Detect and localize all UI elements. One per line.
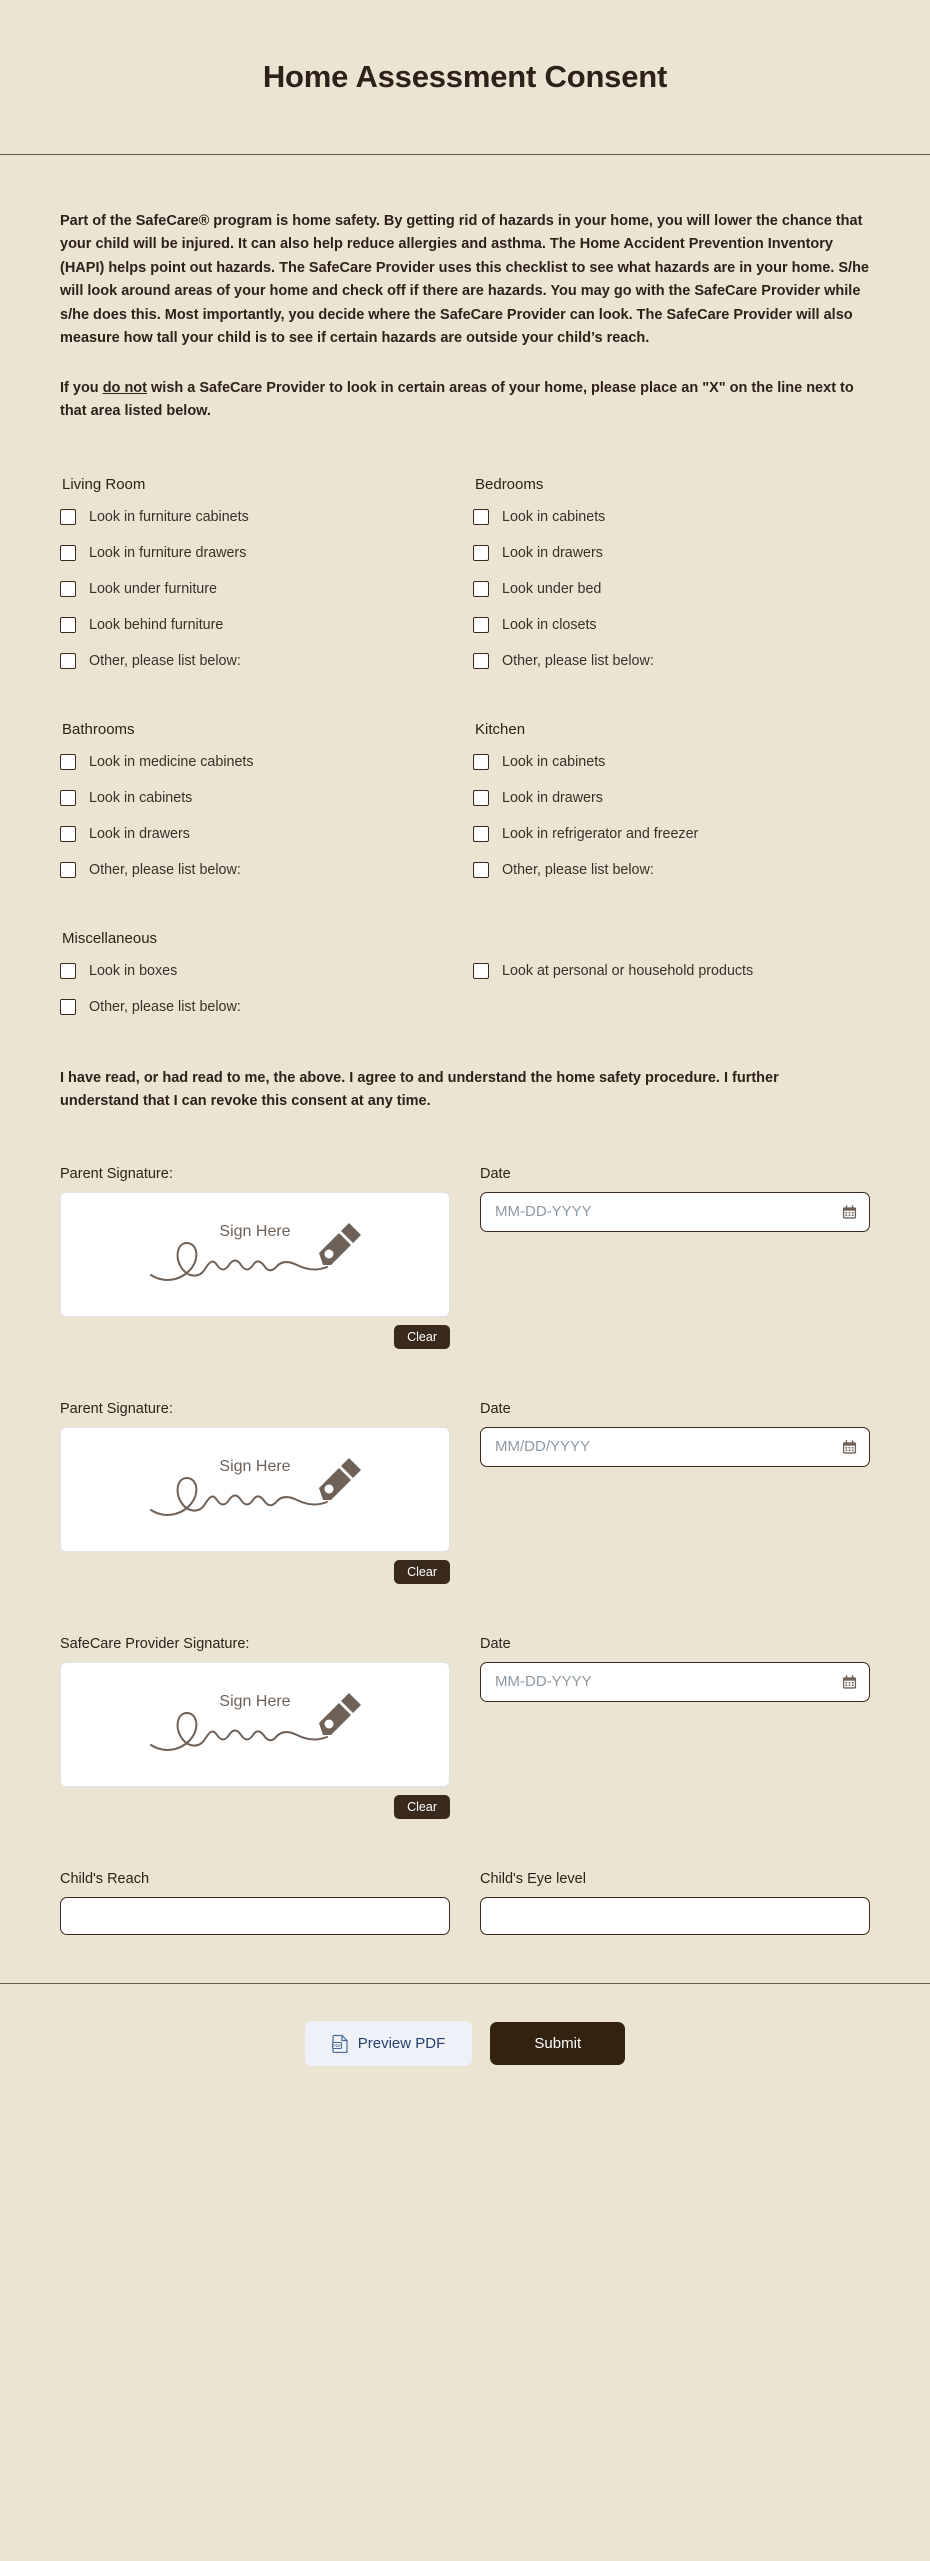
clear-row (60, 1325, 450, 1349)
signature-pad[interactable] (60, 1192, 450, 1317)
signature-pad[interactable] (60, 1427, 450, 1552)
clear-row (60, 1560, 450, 1584)
date-input[interactable] (480, 1427, 870, 1467)
checkbox-row[interactable] (473, 542, 870, 565)
signature-squiggle-icon (143, 1448, 368, 1530)
clear-signature-button[interactable]: Clear (394, 1795, 450, 1819)
childs-reach-field (60, 1871, 450, 1935)
section-title-miscellaneous: Miscellaneous (62, 929, 158, 947)
sign-here-hint: Sign Here (219, 1457, 291, 1475)
page-header (0, 0, 930, 155)
checkbox-row[interactable] (60, 578, 457, 601)
page-footer (0, 1983, 930, 2126)
checkbox-kitchen-1[interactable] (473, 790, 489, 806)
signature-pad[interactable] (60, 1662, 450, 1787)
checkbox-label: Other, please list below: (89, 862, 241, 879)
form-body (0, 155, 930, 1983)
section-living-room (60, 476, 457, 686)
checkbox-label: Other, please list below: (89, 653, 241, 670)
checkbox-row[interactable] (473, 751, 870, 774)
checkbox-label: Look in cabinets (502, 754, 606, 771)
submit-button[interactable]: Submit (490, 2022, 625, 2065)
checkbox-living-room-0[interactable] (60, 509, 76, 525)
checkbox-row[interactable] (473, 859, 870, 882)
intro-paragraph-2-before: If you (60, 379, 103, 396)
checkbox-bathrooms-3[interactable] (60, 862, 76, 878)
date-input-wrap (480, 1192, 870, 1232)
section-bathrooms (60, 721, 457, 895)
date-input-wrap (480, 1427, 870, 1467)
signature-label: Parent Signature: (60, 1165, 173, 1182)
checkbox-bedrooms-0[interactable] (473, 509, 489, 525)
checkbox-row[interactable] (473, 787, 870, 810)
checkbox-label: Look under furniture (89, 581, 217, 598)
checkbox-living-room-2[interactable] (60, 581, 76, 597)
checkbox-label: Other, please list below: (502, 653, 654, 670)
checkbox-row[interactable] (473, 960, 870, 983)
checkbox-label: Other, please list below: (502, 862, 654, 879)
date-label: Date (480, 1635, 511, 1652)
signature-squiggle-icon (143, 1213, 368, 1295)
section-title-bathrooms: Bathrooms (62, 720, 135, 738)
checkbox-kitchen-3[interactable] (473, 862, 489, 878)
checkbox-living-room-4[interactable] (60, 653, 76, 669)
intro-paragraph-1: Part of the SafeCare® program is home safety. By getting rid of hazards in your home, you will lower the chance that your child will be injured. It can also help reduce allergies and asthma. The Home Accident Prevention Inventory (HAPI) helps point out hazards. The SafeCare Provider uses this checklist to see what hazards are in your home. S/he will look around areas of your home and check off if there are hazards. You may go with the SafeCare Provider while s/he does this. Most importantly, you decide where the SafeCare Provider can look. The SafeCare Provider will also measure how tall your child is to see if certain hazards are outside your child’s reach. (60, 213, 869, 347)
signature-label: Parent Signature: (60, 1400, 173, 1417)
checkbox-living-room-3[interactable] (60, 617, 76, 633)
checkbox-row[interactable] (60, 996, 457, 1019)
checkbox-label: Look in cabinets (89, 790, 193, 807)
checkbox-label: Look under bed (502, 581, 602, 598)
checkbox-kitchen-0[interactable] (473, 754, 489, 770)
date-input-wrap (480, 1662, 870, 1702)
checkbox-row[interactable] (60, 751, 457, 774)
signature-column (60, 1166, 450, 1349)
signature-column (60, 1636, 450, 1819)
intro-paragraph-2-after: wish a SafeCare Provider to look in certain areas of your home, please place an "X" on the line next to that area listed below. (60, 379, 854, 420)
sign-here-hint: Sign Here (219, 1222, 291, 1240)
checkbox-bedrooms-4[interactable] (473, 653, 489, 669)
date-column (480, 1401, 870, 1467)
checkbox-label: Look in closets (502, 617, 597, 634)
date-column (480, 1166, 870, 1232)
do-not-emphasis: do not (102, 379, 147, 396)
section-miscellaneous (60, 930, 870, 1032)
childs-reach-input[interactable] (60, 1897, 450, 1935)
intro-paragraph-2 (60, 377, 870, 424)
checkbox-bedrooms-1[interactable] (473, 545, 489, 561)
clear-row (60, 1795, 450, 1819)
miscellaneous-left-column (60, 960, 457, 1032)
preview-pdf-label: Preview PDF (357, 2034, 446, 2052)
date-input[interactable] (480, 1192, 870, 1232)
checkbox-label: Look in drawers (502, 545, 603, 562)
section-title-bedrooms: Bedrooms (475, 475, 544, 493)
sign-here-hint: Sign Here (219, 1692, 291, 1710)
agreement-text: I have read, or had read to me, the above. I agree to and understand the home safety procedure. I further understand that I can revoke this consent at any time. (60, 1069, 779, 1110)
signature-block-provider (60, 1636, 870, 1819)
date-input[interactable] (480, 1662, 870, 1702)
svg-text:PDF: PDF (332, 2042, 341, 2048)
checkbox-row[interactable] (60, 506, 457, 529)
checkbox-bathrooms-2[interactable] (60, 826, 76, 842)
clear-signature-button[interactable]: Clear (394, 1560, 450, 1584)
checkbox-label: Look in refrigerator and freezer (502, 826, 699, 843)
checkbox-row[interactable] (473, 578, 870, 601)
section-kitchen (473, 721, 870, 895)
childs-eye-level-label: Child's Eye level (480, 1870, 586, 1887)
checkbox-label: Look in boxes (89, 963, 178, 980)
section-title-living-room: Living Room (62, 475, 146, 493)
preview-pdf-button[interactable] (305, 2021, 473, 2066)
checkbox-bathrooms-0[interactable] (60, 754, 76, 770)
signature-block-parent-2 (60, 1401, 870, 1584)
checkbox-bathrooms-1[interactable] (60, 790, 76, 806)
date-column (480, 1636, 870, 1702)
clear-signature-button[interactable]: Clear (394, 1325, 450, 1349)
checkbox-row[interactable] (60, 859, 457, 882)
checkbox-row[interactable] (473, 823, 870, 846)
section-title-kitchen: Kitchen (475, 720, 526, 738)
checkbox-row[interactable] (60, 823, 457, 846)
checkbox-label: Look in furniture cabinets (89, 509, 249, 526)
miscellaneous-right-column (473, 960, 870, 1032)
checkbox-label: Other, please list below: (89, 999, 241, 1016)
room-checklist-grid (60, 476, 870, 930)
date-label: Date (480, 1400, 511, 1417)
childs-eye-level-field (480, 1871, 870, 1935)
miscellaneous-grid (60, 960, 870, 1032)
signature-block-parent-1 (60, 1166, 870, 1349)
checkbox-label: Look in drawers (502, 790, 603, 807)
checkbox-bedrooms-3[interactable] (473, 617, 489, 633)
childs-eye-level-input[interactable] (480, 1897, 870, 1935)
checkbox-bedrooms-2[interactable] (473, 581, 489, 597)
checkbox-label: Look in drawers (89, 826, 190, 843)
checkbox-misc-boxes[interactable] (60, 963, 76, 979)
pdf-file-icon (332, 2034, 349, 2053)
signature-squiggle-icon (143, 1683, 368, 1765)
checkbox-row[interactable] (60, 650, 457, 673)
child-measurements-grid (60, 1871, 870, 1983)
checkbox-row[interactable] (60, 614, 457, 637)
checkbox-label: Look at personal or household products (502, 963, 754, 980)
checkbox-label: Look in medicine cabinets (89, 754, 254, 771)
checkbox-row[interactable] (60, 960, 457, 983)
section-bedrooms (473, 476, 870, 686)
checkbox-row[interactable] (473, 506, 870, 529)
checkbox-label: Look in furniture drawers (89, 545, 247, 562)
checkbox-label: Look in cabinets (502, 509, 606, 526)
checkbox-row[interactable] (60, 542, 457, 565)
checkbox-row[interactable] (473, 614, 870, 637)
date-label: Date (480, 1165, 511, 1182)
signature-column (60, 1401, 450, 1584)
checkbox-misc-other[interactable] (60, 999, 76, 1015)
checkbox-label: Look behind furniture (89, 617, 224, 634)
checkbox-kitchen-2[interactable] (473, 826, 489, 842)
checkbox-row[interactable] (473, 650, 870, 673)
checkbox-row[interactable] (60, 787, 457, 810)
checkbox-living-room-1[interactable] (60, 545, 76, 561)
checkbox-misc-personal-products[interactable] (473, 963, 489, 979)
page-title: Home Assessment Consent (262, 59, 668, 94)
signature-label: SafeCare Provider Signature: (60, 1635, 250, 1652)
childs-reach-label: Child's Reach (60, 1870, 150, 1887)
